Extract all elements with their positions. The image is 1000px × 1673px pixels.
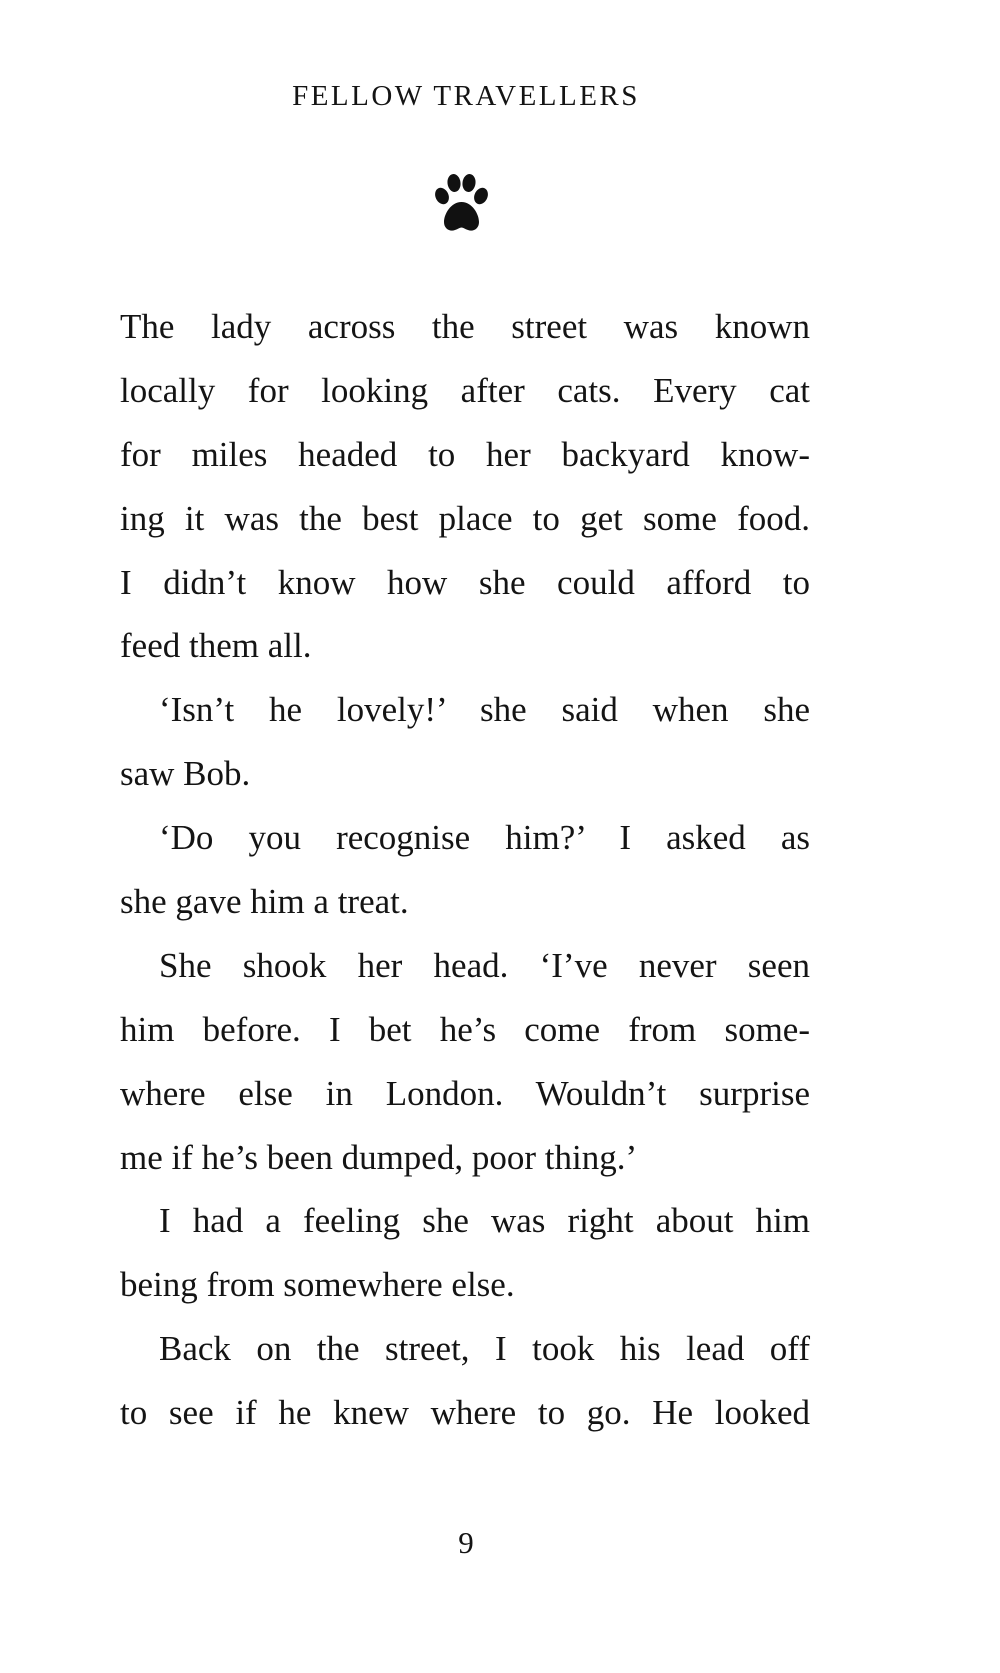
- text-line: him before. I bet he’s come from some-: [120, 1009, 810, 1049]
- text-line: The lady across the street was known: [120, 307, 810, 346]
- paragraph-5: [120, 1189, 810, 1317]
- paragraph-2: [120, 678, 810, 806]
- text-line: being from somewhere else.: [120, 1265, 515, 1305]
- paw-pad: [444, 202, 479, 231]
- text-line: I didn’t know how she could afford to: [120, 562, 810, 602]
- text-line: to see if he knew where to go. He looked: [120, 1393, 810, 1433]
- paragraph-3: [120, 806, 810, 934]
- body-text: [120, 295, 810, 1445]
- text-line: she gave him a treat.: [120, 882, 409, 922]
- paragraph-6: [120, 1317, 810, 1445]
- text-line: I had a feeling she was right about him: [159, 1201, 810, 1241]
- running-head: FELLOW TRAVELLERS: [292, 80, 640, 112]
- paragraph-4: [120, 934, 810, 1190]
- text-line: saw Bob.: [120, 754, 251, 794]
- text-line: me if he’s been dumped, poor thing.’: [120, 1137, 638, 1177]
- text-line: ‘Do you recognise him?’ I asked as: [159, 818, 810, 858]
- page-number: 9: [458, 1525, 474, 1560]
- paw-toe-1: [433, 186, 452, 207]
- text-line: where else in London. Wouldn’t surprise: [120, 1073, 810, 1113]
- text-line: for miles headed to her backyard know-: [120, 434, 810, 474]
- text-line: ing it was the best place to get some food.: [120, 498, 810, 538]
- paw-toe-4: [472, 186, 491, 207]
- paw-toe-2: [446, 173, 461, 193]
- text-line: She shook her head. ‘I’ve never seen: [159, 945, 810, 985]
- text-line: feed them all.: [120, 626, 312, 666]
- paw-toe-3: [461, 173, 476, 193]
- text-line: ‘Isn’t he lovely!’ she said when she: [159, 690, 810, 730]
- text-line: Back on the street, I took his lead off: [159, 1329, 810, 1369]
- paragraph-1: [120, 295, 810, 678]
- paw-print-icon: [432, 172, 492, 234]
- text-line: locally for looking after cats. Every cat: [120, 370, 810, 410]
